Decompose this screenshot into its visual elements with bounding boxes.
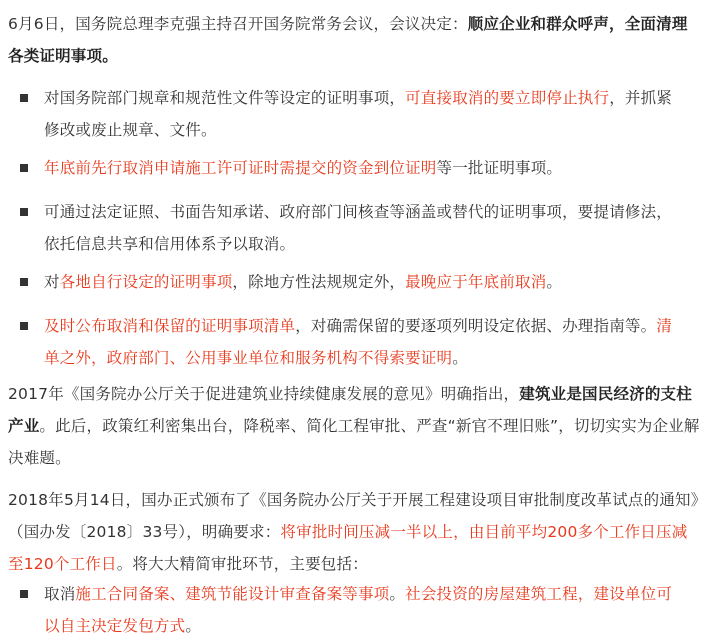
bullet-square-icon (20, 278, 28, 286)
text-segment: 可通过法定证照、书面告知承诺、政府部门间核查等涵盖或替代的证明事项，要提请修法，依托信息共享和信用体系予以取消。 (44, 203, 673, 253)
list-item-text (44, 82, 678, 146)
text-segment: 取消 (44, 585, 76, 603)
text-segment: 。将大大精简审批环节，主要包括： (116, 555, 368, 573)
bullet-square-icon (20, 322, 28, 330)
bullet-square-icon (20, 94, 28, 102)
text-segment: 2017年《国务院办公厅关于促进建筑业持续健康发展的意见》明确指出， (8, 385, 520, 403)
list-item-text (44, 196, 678, 260)
highlight-text: 及时公布取消和保留的证明事项清单 (44, 317, 296, 335)
text-segment: 对国务院部门规章和规范性文件等设定的证明事项， (44, 89, 406, 107)
bullet-square-icon (20, 208, 28, 216)
text-segment: 2018年5月14日，国办正式颁布了《国务院办公厅关于开展工程建设项目审批制度改革试点的通知》（国办发〔2018〕33号），明确要求： (8, 491, 699, 541)
policy-paragraph-2017 (8, 378, 702, 474)
list-item-text (44, 152, 678, 184)
highlight-text: 可直接取消的要立即停止执行 (405, 89, 610, 107)
highlight-text: 各地自行设定的证明事项 (59, 273, 233, 291)
text-segment: ，并抓紧修改或废止规章、文件。 (44, 89, 673, 139)
list-item-text (44, 266, 678, 298)
highlight-text: 最晚应于年底前取消 (405, 273, 547, 291)
highlight-text: 年底前先行取消申请施工许可证时需提交的资金到位证明 (44, 159, 437, 177)
text-segment: 。 (546, 273, 563, 291)
text-segment: 。 (452, 349, 468, 367)
intro-text: 6月6日，国务院总理李克强主持召开国务院常务会议，会议决定： (8, 15, 468, 33)
highlight-text: 将审批时间压减一半以上，由目前平均200多个工作日压减至120个工作日 (8, 523, 688, 573)
text-segment: ，除地方性法规规定外， (232, 273, 406, 291)
intro-bold-text: 顺应企业和群众呼声，全面清理各类证明事项。 (8, 15, 688, 65)
bullet-square-icon (20, 590, 28, 598)
text-segment: 。 (185, 617, 202, 635)
text-segment: 。 (389, 585, 406, 603)
list-item-text (44, 578, 678, 642)
highlight-text: 清单之外，政府部门、公用事业单位和服务机构不得索要证明 (44, 317, 673, 367)
text-segment: ，对确需保留的要逐项列明设定依据、办理指南等。 (295, 317, 657, 335)
policy-paragraph-2018 (8, 484, 702, 580)
text-segment: 对 (44, 273, 60, 291)
bold-text: 建筑业是国民经济的支柱产业 (8, 385, 692, 435)
text-segment: 等一批证明事项。 (436, 159, 563, 177)
bullet-square-icon (20, 164, 28, 172)
list-item-text (44, 310, 678, 374)
text-segment: 。此后，政策红利密集出台，降税率、简化工程审批、严查“新官不理旧账”，切切实实为企业解决难题。 (8, 417, 700, 467)
highlight-text: 社会投资的房屋建筑工程，建设单位可以自主决定发包方式 (44, 585, 673, 635)
intro-paragraph (8, 8, 702, 72)
highlight-text: 施工合同备案、建筑节能设计审查备案等事项 (75, 585, 390, 603)
